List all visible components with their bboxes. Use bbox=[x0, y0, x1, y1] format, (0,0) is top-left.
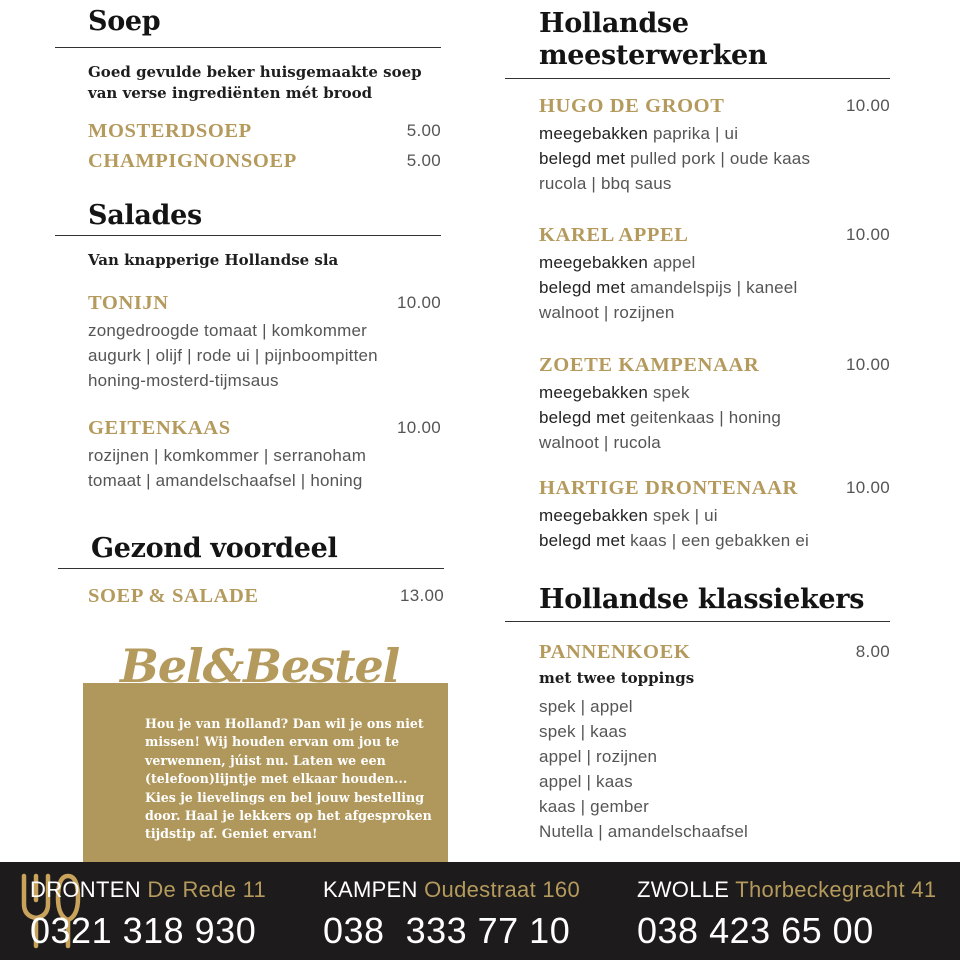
item-name: KAREL APPEL bbox=[539, 224, 689, 246]
klassiekers-title: Hollandse klassiekers bbox=[539, 584, 865, 615]
bel-bestel-text: Hou je van Holland? Dan wil je ons niet missen! Wij houden ervan om jou te verwennen, júist nu. Laten we een (telefoon)lijntje met elkaar houden... Kies je lievelings en bel jouw bestelling door. Haal je lekkers op het afgesproken tijdstip af. Geniet ervan! bbox=[145, 716, 432, 842]
topping-option: appel | kaas bbox=[539, 772, 633, 791]
item-price: 5.00 bbox=[406, 121, 441, 140]
item-desc-line: rozijnen | komkommer | serranoham bbox=[88, 446, 367, 465]
item-price: 10.00 bbox=[845, 96, 890, 115]
phone-number[interactable]: 038 333 77 10 bbox=[323, 910, 571, 951]
phone-number[interactable]: 0321 318 930 bbox=[30, 910, 257, 951]
topping-option: appel | rozijnen bbox=[539, 747, 658, 766]
item-desc-line: augurk | olijf | rode ui | pijnboompitten bbox=[88, 346, 378, 365]
city-name: ZWOLLE bbox=[637, 877, 730, 902]
item-price: 10.00 bbox=[845, 225, 890, 244]
item-name: GEITENKAAS bbox=[88, 417, 231, 439]
item-desc-line: belegd met kaas | een gebakken ei bbox=[539, 531, 810, 550]
topping-option: Nutella | amandelschaafsel bbox=[539, 822, 749, 841]
item-desc-line: meegebakken appel bbox=[539, 253, 696, 272]
topping-option: kaas | gember bbox=[539, 797, 650, 816]
menu-item-hugo-de-groot bbox=[505, 91, 890, 196]
topping-option: spek | kaas bbox=[539, 722, 627, 741]
item-price: 10.00 bbox=[845, 478, 890, 497]
gezond-divider bbox=[58, 568, 444, 569]
menu-item-tonijn bbox=[55, 288, 441, 393]
menu-item-soep-salade bbox=[55, 581, 444, 611]
item-desc-line: belegd met amandelspijs | kaneel bbox=[539, 278, 798, 297]
salades-intro: Van knapperige Hollandse sla bbox=[88, 251, 339, 269]
location-dronten bbox=[30, 862, 266, 953]
item-desc-line: rucola | bbq saus bbox=[539, 174, 672, 193]
menu-item-pannenkoek bbox=[505, 637, 890, 844]
item-desc-line: honing-mosterd-tijmsaus bbox=[88, 371, 279, 390]
street-address: De Rede 11 bbox=[147, 877, 267, 902]
street-address: Oudestraat 160 bbox=[424, 877, 580, 902]
meesterwerken-title-line-1: Hollandse bbox=[539, 8, 689, 39]
item-name: CHAMPIGNONSOEP bbox=[88, 150, 297, 172]
klassiekers-section bbox=[505, 584, 890, 844]
menu-item-geitenkaas bbox=[55, 413, 441, 493]
salades-title: Salades bbox=[88, 200, 202, 231]
soep-intro-line-2: van verse ingrediënten mét brood bbox=[88, 84, 373, 102]
item-price: 13.00 bbox=[399, 586, 444, 605]
salades-section bbox=[55, 200, 441, 493]
phone-number[interactable]: 038 423 65 00 bbox=[637, 910, 874, 951]
item-price: 8.00 bbox=[855, 642, 890, 661]
item-name: HARTIGE DRONTENAAR bbox=[539, 477, 798, 499]
soep-intro-line-1: Goed gevulde beker huisgemaakte soep bbox=[88, 63, 422, 81]
menu-item-mosterdsoep bbox=[55, 116, 441, 146]
item-desc-line: meegebakken spek bbox=[539, 383, 690, 402]
item-desc-line: walnoot | rozijnen bbox=[539, 303, 675, 322]
meesterwerken-title-line-2: meesterwerken bbox=[539, 40, 768, 71]
klassiekers-divider bbox=[505, 621, 890, 622]
item-desc-line: zongedroogde tomaat | komkommer bbox=[88, 321, 367, 340]
topping-option: spek | appel bbox=[539, 697, 633, 716]
item-desc-line: tomaat | amandelschaafsel | honing bbox=[88, 471, 363, 490]
item-desc-line: meegebakken paprika | ui bbox=[539, 124, 739, 143]
item-name: MOSTERDSOEP bbox=[88, 120, 252, 142]
gezond-title: Gezond voordeel bbox=[91, 533, 338, 564]
item-price: 10.00 bbox=[396, 418, 441, 437]
menu-item-champignonsoep bbox=[55, 146, 441, 176]
item-price: 5.00 bbox=[406, 151, 441, 170]
menu-item-zoete-kampenaar bbox=[505, 350, 890, 455]
item-name: PANNENKOEK bbox=[539, 641, 691, 663]
bel-bestel-title: Bel&Bestel bbox=[120, 639, 400, 693]
item-name: TONIJN bbox=[88, 292, 169, 314]
city-name: DRONTEN bbox=[30, 877, 141, 902]
soep-divider bbox=[55, 47, 441, 48]
soep-title: Soep bbox=[88, 6, 161, 37]
menu-item-hartige-drontenaar bbox=[505, 473, 890, 553]
item-price: 10.00 bbox=[396, 293, 441, 312]
item-name: HUGO DE GROOT bbox=[539, 95, 725, 117]
soep-section bbox=[55, 6, 441, 176]
meesterwerken-divider bbox=[505, 78, 890, 79]
location-zwolle bbox=[637, 862, 936, 953]
menu-item-karel-appel bbox=[505, 220, 890, 325]
footer-contact-bar bbox=[0, 862, 960, 960]
meesterwerken-section bbox=[505, 8, 890, 553]
bel-bestel-box bbox=[83, 683, 448, 863]
street-address: Thorbeckegracht 41 bbox=[735, 877, 937, 902]
item-desc-line: belegd met pulled pork | oude kaas bbox=[539, 149, 811, 168]
location-kampen bbox=[323, 862, 580, 953]
item-name: ZOETE KAMPENAAR bbox=[539, 354, 760, 376]
item-name: SOEP & SALADE bbox=[88, 585, 259, 607]
gezond-section bbox=[58, 533, 444, 611]
item-desc-line: meegebakken spek | ui bbox=[539, 506, 718, 525]
city-name: KAMPEN bbox=[323, 877, 418, 902]
item-desc-line: belegd met geitenkaas | honing bbox=[539, 408, 782, 427]
item-desc-line: walnoot | rucola bbox=[539, 433, 661, 452]
salades-divider bbox=[55, 235, 441, 236]
item-subtitle: met twee toppings bbox=[539, 669, 695, 687]
item-price: 10.00 bbox=[845, 355, 890, 374]
